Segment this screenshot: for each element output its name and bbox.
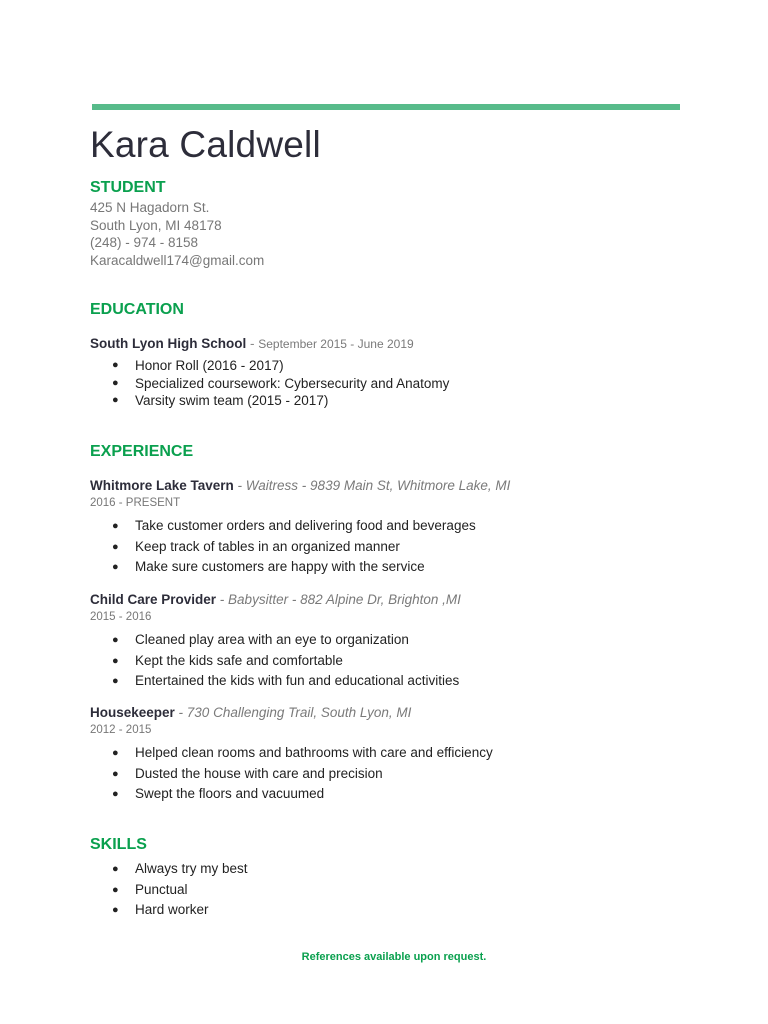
bullet-icon: ● <box>112 904 119 916</box>
list-item: ● Helped clean rooms and bathrooms with care and efficiency <box>90 743 710 764</box>
bullet-icon: ● <box>112 767 119 780</box>
section-title-skills: SKILLS <box>90 836 147 853</box>
list-item: ● Hard worker <box>90 900 710 921</box>
skills-entry <box>90 859 710 921</box>
top-accent-rule <box>92 104 680 110</box>
job-dates: 2016 - PRESENT <box>90 497 181 509</box>
bullet-icon: ● <box>112 561 119 573</box>
bullet-icon: ● <box>112 540 119 553</box>
bullet-icon: ● <box>112 788 119 800</box>
job-entry-1 <box>90 477 710 578</box>
job-org: Housekeeper <box>90 705 175 720</box>
list-item: ● Punctual <box>90 880 710 901</box>
education-dates: September 2015 - June 2019 <box>258 337 414 351</box>
education-school: South Lyon High School <box>90 336 247 351</box>
candidate-role: STUDENT <box>90 179 166 196</box>
contact-address-city: South Lyon, MI 48178 <box>90 217 222 233</box>
job-dates: 2015 - 2016 <box>90 611 152 623</box>
job-header <box>90 477 710 495</box>
job-header <box>90 591 710 609</box>
job-org: Child Care Provider <box>90 592 217 607</box>
list-item: ● Cleaned play area with an eye to organization <box>90 630 710 651</box>
list-item: ● Make sure customers are happy with the service <box>90 557 710 578</box>
list-item: ● Varsity swim team (2015 - 2017) <box>112 393 329 408</box>
contact-address-street: 425 N Hagadorn St. <box>90 200 210 215</box>
list-item: ● Kept the kids safe and comfortable <box>90 651 710 672</box>
section-title-education: EDUCATION <box>90 301 184 318</box>
job-detail: - Babysitter - 882 Alpine Dr, Brighton ,MI <box>216 592 461 607</box>
job-dates: 2012 - 2015 <box>90 724 152 736</box>
list-item: ● Entertained the kids with fun and educational activities <box>90 671 710 692</box>
bullet-icon: ● <box>112 654 119 667</box>
list-item: ● Honor Roll (2016 - 2017) <box>112 358 284 373</box>
contact-phone: (248) - 974 - 8158 <box>90 235 199 250</box>
education-header <box>90 335 710 353</box>
bullet-icon: ● <box>112 747 119 759</box>
list-item: ● Swept the floors and vacuumed <box>90 784 710 805</box>
bullet-icon: ● <box>112 675 119 687</box>
education-bullets <box>90 357 710 410</box>
bullet-icon: ● <box>112 376 119 389</box>
list-item: ● Dusted the house with care and precision <box>90 764 710 785</box>
list-item: ● Keep track of tables in an organized manner <box>90 537 710 558</box>
job-entry-2 <box>90 591 710 692</box>
bullet-icon: ● <box>112 863 119 875</box>
job-org: Whitmore Lake Tavern <box>90 478 234 493</box>
job-detail: - Waitress - 9839 Main St, Whitmore Lake, MI <box>233 478 511 493</box>
job-bullets <box>90 516 710 578</box>
section-title-experience: EXPERIENCE <box>90 443 194 460</box>
education-separator: - <box>246 336 259 351</box>
contact-email: Karacaldwell174@gmail.com <box>90 252 265 268</box>
bullet-icon: ● <box>112 394 119 406</box>
footer-references-note: References available upon request. <box>301 951 487 963</box>
bullet-icon: ● <box>112 520 119 532</box>
job-header <box>90 704 710 722</box>
list-item: ● Always try my best <box>90 859 710 880</box>
job-entry-3 <box>90 704 710 805</box>
list-item: ● Specialized coursework: Cybersecurity and Anatomy <box>112 375 450 391</box>
job-bullets <box>90 630 710 692</box>
list-item: ● Take customer orders and delivering food and beverages <box>90 516 710 537</box>
job-bullets <box>90 743 710 805</box>
bullet-icon: ● <box>112 359 119 371</box>
job-detail: - 730 Challenging Trail, South Lyon, MI <box>174 705 412 720</box>
contact-block <box>90 199 264 269</box>
education-entry <box>90 335 710 410</box>
skills-bullets <box>90 859 710 921</box>
candidate-name: Kara Caldwell <box>90 124 321 165</box>
bullet-icon: ● <box>112 883 119 896</box>
bullet-icon: ● <box>112 634 119 646</box>
